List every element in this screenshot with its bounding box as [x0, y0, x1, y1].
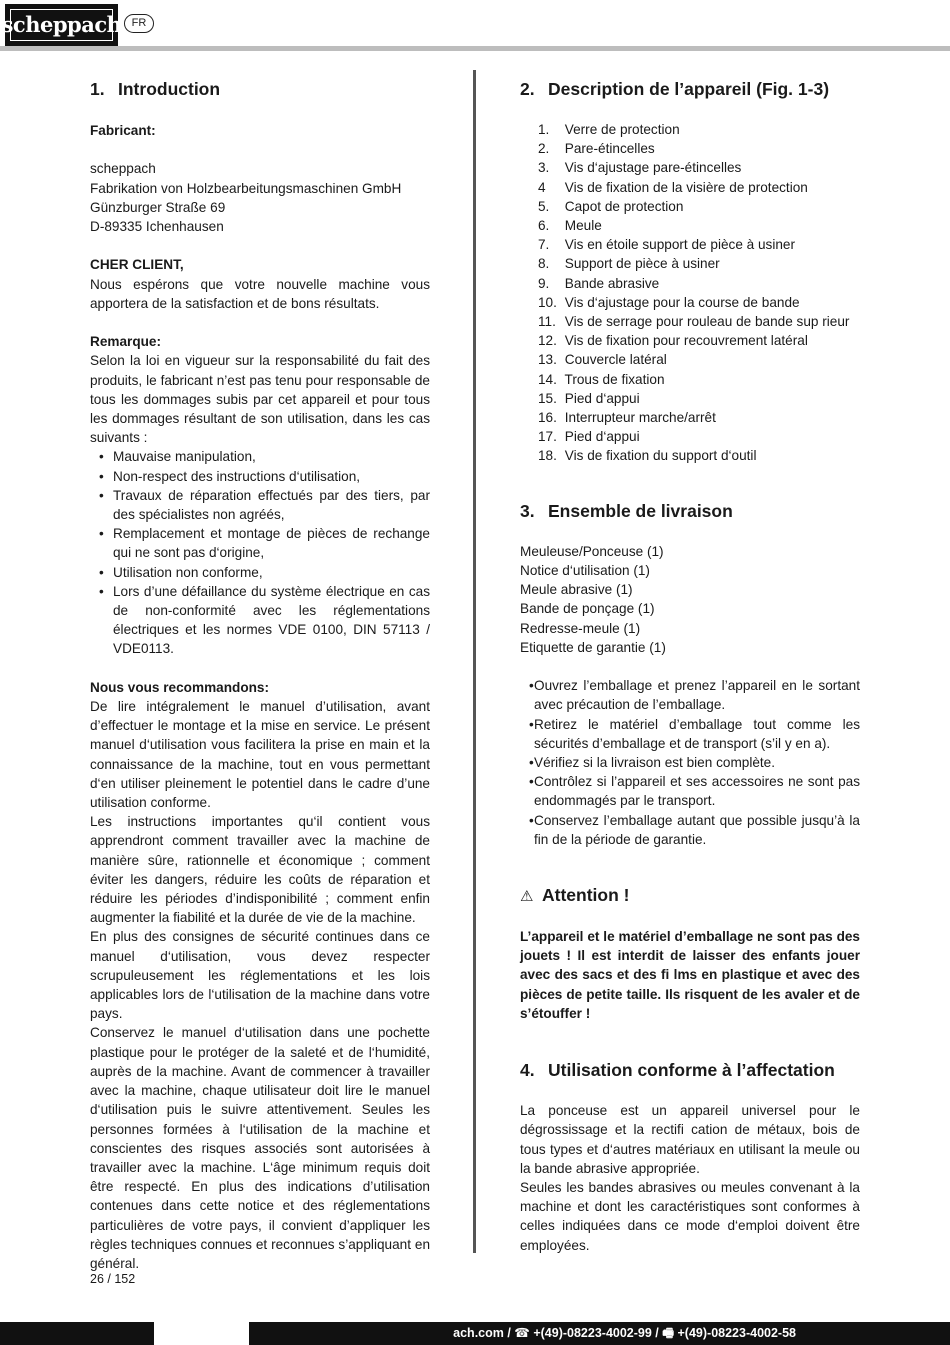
description-list — [520, 120, 860, 466]
recommend-label: Nous vous recommandons: — [90, 679, 270, 695]
warning-triangle-icon: ⚠ — [520, 888, 534, 906]
item-text: Capot de protection — [564, 198, 684, 214]
list-item: • Lors d’une défaillance du système électrique en cas de non-conformité avec les réglementations électriques et les normes VDE 0100, DIN 57113 / VDE0113. — [90, 582, 430, 659]
item-text: Vis de fixation de la visière de protection — [564, 179, 808, 195]
recommend-paragraph: De lire intégralement le manuel d’utilisation, avant d’effectuer le montage et la mise en service. Le présent manuel d‘utilisation vous facilitera la prise en main et la connaissance de la machine, tout en vous permettant d‘en utiliser pleinement le potentiel dans le cadre d’une utilisation conforme. — [90, 699, 430, 811]
header-shadow-bar — [0, 46, 950, 51]
list-item: • Remplacement et montage de pièces de rechange qui ne sont pas d‘origine, — [90, 524, 430, 562]
description-item — [538, 178, 860, 197]
section-1-heading: 1. Introduction — [90, 79, 221, 99]
left-column — [90, 78, 430, 1273]
logo-text: scheppach — [10, 9, 113, 41]
item-number: 11. — [538, 314, 556, 330]
remark-text: Selon la loi en vigueur sur la responsabilité du fait des produits, le fabricant n’est pas tenu pour responsable de tous les dommages subis par cet appareil et pour tous les dommages résultant de son utilisation, dans les cas suivants : — [90, 353, 430, 446]
list-item: Redresse-meule (1) — [520, 620, 641, 636]
description-item — [538, 331, 860, 350]
item-text: Vis en étoile support de pièce à usiner — [564, 237, 796, 253]
item-number: 9. — [538, 275, 550, 291]
footer-contact: ach.com / ☎ +(49)-08223-4002-99 / 🖷 +(49)-08223-4002-58 — [453, 1326, 796, 1340]
item-number: 18. — [538, 448, 557, 464]
description-item — [538, 216, 860, 235]
list-item: • Ouvrez l’emballage et prenez l’appareil en le sortant avec précaution de l’emballage. — [520, 676, 860, 714]
page-header — [0, 0, 950, 52]
right-column — [520, 78, 860, 1255]
item-text: Pied d‘appui — [564, 429, 640, 445]
item-number: 5. — [538, 198, 550, 214]
item-number: 13. — [538, 352, 557, 368]
item-number: 17. — [538, 429, 557, 445]
item-number: 4 — [538, 179, 546, 195]
list-item: • Travaux de réparation effectués par des tiers, par des spécialistes non agréés, — [90, 486, 430, 524]
item-text: Vis de fixation du support d‘outil — [564, 448, 757, 464]
list-item: Notice d‘utilisation (1) — [520, 563, 650, 579]
attention-text: L’appareil et le matériel d’emballage ne sont pas des jouets ! Il est interdit de laisser des enfants jouer avec des sacs et des fi lms en plastique et avec des pièces de petite taille. Ils risquent de les avaler et de s’étouffer ! — [520, 929, 860, 1021]
description-item — [538, 235, 860, 254]
description-item — [538, 139, 860, 158]
attention-heading: ⚠ Attention ! — [520, 884, 860, 908]
item-number: 15. — [538, 390, 557, 406]
description-item — [538, 350, 860, 369]
item-number: 14. — [538, 371, 557, 387]
item-number: 2. — [538, 141, 550, 157]
item-number: 16. — [538, 410, 557, 426]
use-paragraph: Seules les bandes abrasives ou meules convenant à la machine et dont les caractéristiques sont conformes à celles indiquées dans ce mode d‘emploi doivent être employées. — [520, 1179, 860, 1253]
item-number: 1. — [538, 122, 550, 137]
list-item: Etiquette de garantie (1) — [520, 639, 666, 655]
item-number: 7. — [538, 237, 550, 253]
list-item: • Non-respect des instructions d‘utilisation, — [90, 467, 430, 486]
item-text: Pare-étincelles — [564, 141, 655, 157]
dear-client-label: CHER CLIENT, — [90, 257, 184, 273]
description-item — [538, 389, 860, 408]
description-item — [538, 312, 860, 331]
item-number: 3. — [538, 160, 550, 176]
item-text: Meule — [564, 218, 602, 234]
page-number: 26 / 152 — [90, 1272, 136, 1286]
list-item: • Mauvaise manipulation, — [90, 447, 430, 466]
list-item: Bande de ponçage (1) — [520, 601, 655, 617]
manufacturer-address: scheppach Fabrikation von Holzbearbeitungsmaschinen GmbH Günzburger Straße 69 D-89335 Ichenhausen — [90, 161, 402, 234]
dear-client-text: Nous espérons que votre nouvelle machine vous apportera de la satisfaction et de bons résultats. — [90, 276, 430, 311]
item-number: 12. — [538, 333, 557, 349]
list-item: • Conservez l’emballage autant que possible jusqu’à la fin de la période de garantie. — [520, 811, 860, 849]
description-item — [538, 293, 860, 312]
list-item: Meuleuse/Ponceuse (1) — [520, 543, 664, 559]
description-item — [538, 408, 860, 427]
remark-label: Remarque: — [90, 334, 162, 350]
page-footer — [0, 1322, 950, 1345]
description-item — [538, 427, 860, 446]
description-item — [538, 158, 860, 177]
item-text: Vis d‘ajustage pare-étincelles — [564, 160, 742, 176]
description-item — [538, 446, 860, 465]
use-paragraph: La ponceuse est un appareil universel pour le dégrossissage et la rectifi cation de métaux, bois de tous types et d‘autres matériaux en utilisant la meule ou la bande abrasive appropriée. — [520, 1103, 860, 1176]
item-text: Vis d‘ajustage pour la course de bande — [564, 294, 800, 310]
description-item — [538, 197, 860, 216]
item-text: Trous de fixation — [564, 371, 665, 387]
section-2-heading: 2. Description de l’appareil (Fig. 1-3) — [520, 79, 830, 99]
section-3-heading: 3. Ensemble de livraison — [520, 500, 733, 521]
manufacturer-label: Fabricant: — [90, 123, 156, 138]
delivery-list — [520, 542, 860, 657]
item-text: Verre de protection — [564, 122, 680, 137]
list-item: • Retirez le matériel d’emballage tout comme les sécurités d’emballage et de transport (s’il y en a). — [520, 715, 860, 753]
item-number: 10. — [538, 294, 557, 310]
list-item: Meule abrasive (1) — [520, 582, 633, 598]
list-item: • Vérifiez si la livraison est bien complète. — [520, 753, 860, 772]
list-item: • Contrôlez si l’appareil et ses accessoires ne sont pas endommagés par le transport. — [520, 772, 860, 810]
item-text: Vis de serrage pour rouleau de bande sup rieur — [564, 314, 850, 330]
item-number: 8. — [538, 256, 550, 272]
delivery-bullet-list — [520, 676, 860, 849]
recommend-paragraph: Les instructions importantes qu‘il contient vous apprendront comment travailler avec la machine de manière sûre, rationnelle et économique ; comment éviter les dangers, réduire les coûts de réparation et réduire les périodes d’indisponibilité ; comment enfin augmenter la fiabilité et la durée de vie de la machine. — [90, 814, 430, 926]
footer-bar-left — [0, 1322, 154, 1345]
recommend-paragraph: En plus des consignes de sécurité continues dans ce manuel d‘utilisation, vous devez respecter scrupuleusement les réglementations et les lois applicables lors de l‘utilisation de la machine dans votre pays. — [90, 929, 430, 1022]
scheppach-logo — [1, 4, 122, 46]
item-text: Support de pièce à usiner — [564, 256, 720, 272]
item-text: Interrupteur marche/arrêt — [564, 410, 716, 426]
column-divider — [473, 70, 476, 1253]
item-text: Couvercle latéral — [564, 352, 667, 368]
description-item — [538, 370, 860, 389]
section-4-heading: 4. Utilisation conforme à l’affectation — [520, 1060, 835, 1081]
item-text: Pied d‘appui — [564, 390, 640, 406]
item-text: Vis de fixation pour recouvrement latéral — [564, 333, 808, 349]
description-item — [538, 120, 860, 139]
list-item: • Utilisation non conforme, — [90, 563, 430, 582]
item-text: Bande abrasive — [564, 275, 660, 291]
description-item — [538, 254, 860, 273]
description-item — [538, 274, 860, 293]
item-number: 6. — [538, 218, 550, 234]
remark-bullet-list — [90, 447, 430, 658]
language-badge: FR — [124, 14, 154, 33]
recommend-paragraph: Conservez le manuel d‘utilisation dans une pochette plastique pour le protéger de la saleté et de l‘humidité, auprès de la machine. Avant de commencer à travailler avec la machine, chaque utilisateur doit lire le manuel d‘utilisation puis le suivre attentivement. Seules les personnes formées à l‘utilisation de la machine et conscientes des risques associés sont autorisées à travailler avec la machine. L‘âge minimum requis doit être respecté. En plus des indications d’utilisation contenues dans cette notice et des réglementations particulières de votre pays, il convient d’appliquer les règles techniques connues et reconnues s’appliquant en général. — [90, 1025, 430, 1271]
